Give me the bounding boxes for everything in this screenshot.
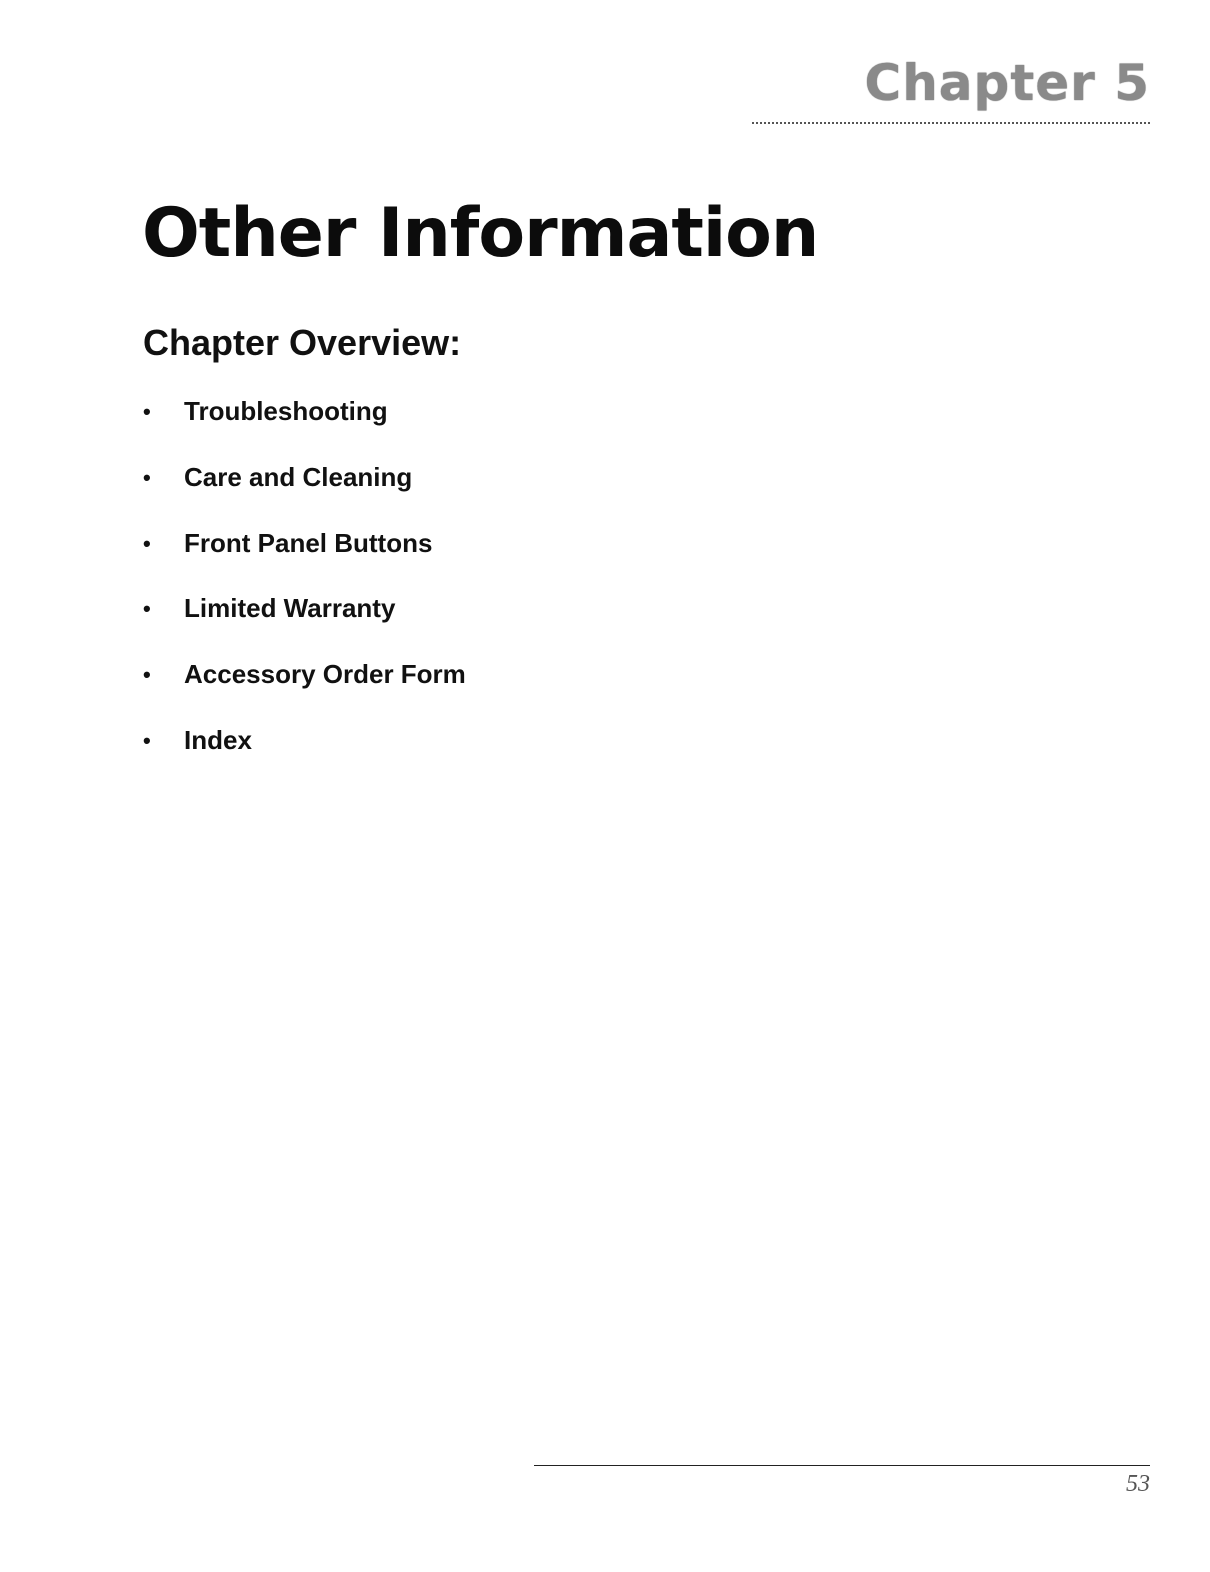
list-item-label: Care and Cleaning [184,461,413,492]
chapter-overview-list [143,396,466,791]
list-item-label: Accessory Order Form [184,659,466,690]
list-item [143,725,466,791]
bullet-icon: • [143,464,151,490]
page-title: Other Information [142,194,819,273]
page-number: 53 [1126,1471,1150,1497]
list-item [143,528,466,594]
list-item [143,593,466,659]
bullet-icon: • [143,727,151,753]
bullet-icon: • [143,399,151,424]
list-item [143,396,466,462]
list-item-label: Troubleshooting [184,396,388,426]
bullet-icon: • [143,596,151,622]
chapter-label: Chapter 5 [864,54,1150,112]
list-item-label: Front Panel Buttons [184,527,433,558]
chapter-header-rule [752,122,1150,124]
chapter-overview-heading: Chapter Overview: [143,322,462,363]
list-item-label: Limited Warranty [184,593,396,624]
list-item [143,659,466,725]
footer-rule [534,1465,1150,1466]
list-item-label: Index [184,724,252,755]
bullet-icon: • [143,530,151,556]
bullet-icon: • [143,662,151,688]
list-item [143,462,466,528]
